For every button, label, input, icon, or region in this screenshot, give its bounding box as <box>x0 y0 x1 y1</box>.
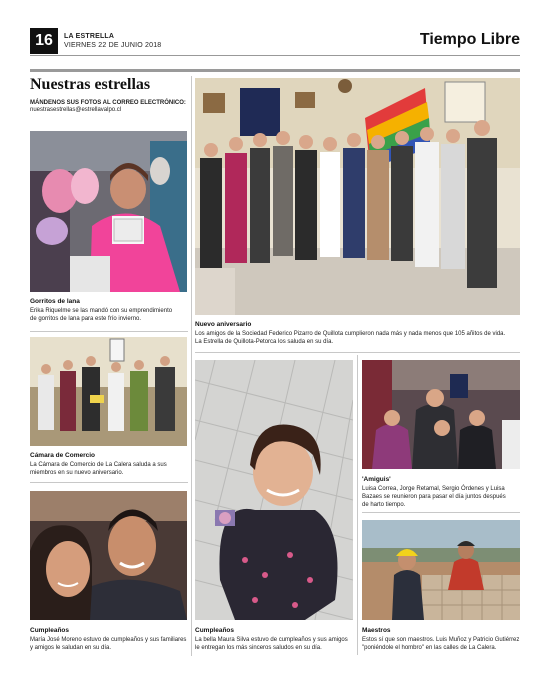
caption-title: Cámara de Comercio <box>30 452 96 459</box>
caption-title: Maestros <box>362 627 391 634</box>
caption-text <box>195 330 520 346</box>
column-divider <box>191 76 192 656</box>
submit-label: MÁNDENOS SUS FOTOS AL CORREO ELECTRÓNICO: <box>30 100 186 106</box>
row-divider <box>362 512 520 513</box>
caption-line: La bella Maura Silva estuvo de cumpleaños y sus amigos <box>195 637 348 643</box>
photo-maestros <box>362 520 520 620</box>
caption-text <box>362 485 520 509</box>
caption-text <box>30 307 190 323</box>
caption-line: María José Moreno estuvo de cumpleaños y sus familiares <box>30 637 187 643</box>
photo-aniversario <box>195 78 520 315</box>
page-title: Nuestras estrellas <box>30 76 151 93</box>
caption-line: y amigos le saludan en su día. <box>30 645 112 651</box>
caption-line: le entregan los más sinceros saludos en su día. <box>195 645 322 651</box>
caption-text <box>362 636 522 652</box>
photo-camara <box>30 337 187 446</box>
caption-line: Bazaes se reunieron para pasar el día juntos después <box>362 494 506 500</box>
caption-line: Erika Riquelme se las mandó con su emprendimiento <box>30 308 173 314</box>
caption-line: Los amigos de la Sociedad Federico Pizarro de Quillota cumplieron nada más y nada menos que 105 añitos de vida. <box>195 331 506 337</box>
caption-title: Gorritos de lana <box>30 298 80 305</box>
caption-line: Estos sí que son maestros. Luis Muñoz y Patricio Gutiérrez <box>362 637 520 643</box>
row-divider <box>195 352 520 353</box>
caption-title: Cumpleaños <box>30 627 70 634</box>
caption-line: miembros en su nuevo aniversario. <box>30 470 124 476</box>
section-title: Tiempo Libre <box>419 31 520 48</box>
photo-cumple-2 <box>195 360 353 620</box>
caption-line: de harto tiempo. <box>362 502 406 508</box>
caption-line: de gorritos de lana para este frío invierno. <box>30 316 142 322</box>
caption-line: "poniéndole el hombro" en las calles de La Calera. <box>362 645 497 651</box>
column-divider <box>357 355 358 655</box>
caption-text <box>30 461 190 477</box>
caption-title: Nuevo aniversario <box>195 321 252 328</box>
issue-date: VIERNES 22 DE JUNIO 2018 <box>64 42 162 49</box>
photo-gorritos <box>30 131 187 292</box>
submit-email: nuestrasestrellas@estrellavalpo.cl <box>30 107 122 113</box>
caption-title: Cumpleaños <box>195 627 235 634</box>
caption-text <box>195 636 357 652</box>
newspaper-name: LA ESTRELLA <box>64 33 115 40</box>
caption-line: Luisa Correa, Jorge Retamal, Sergio Órdenes y Luisa <box>362 486 505 492</box>
caption-line: La Cámara de Comercio de La Calera saluda a sus <box>30 462 167 468</box>
photo-cumple-1 <box>30 491 187 620</box>
row-divider <box>30 482 188 483</box>
caption-title: 'Amiguis' <box>362 476 391 483</box>
row-divider <box>30 331 188 332</box>
caption-text <box>30 636 192 652</box>
section-band <box>30 69 520 72</box>
header-rule <box>30 55 520 56</box>
caption-line: La Estrella de Quillota-Petorca los saluda en su día. <box>195 339 334 345</box>
photo-amiguis <box>362 360 520 469</box>
page-number: 16 <box>30 28 58 54</box>
